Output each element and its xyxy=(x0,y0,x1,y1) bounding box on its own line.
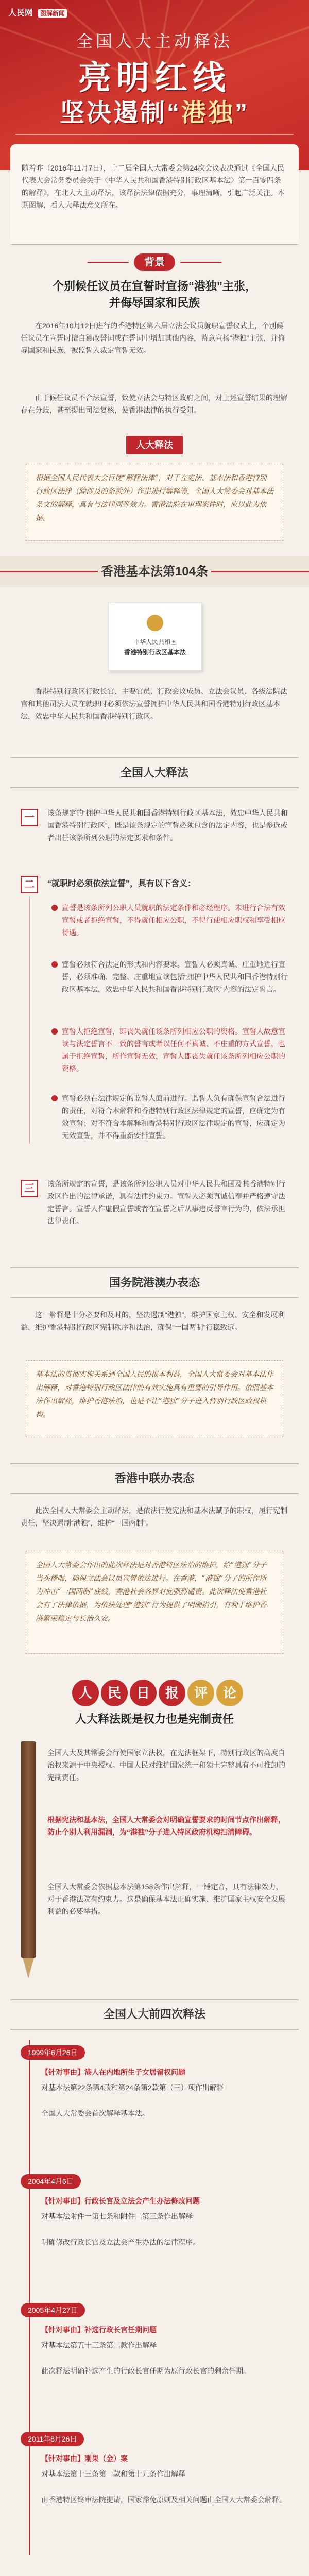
book-title-1: 中华人民共和国 xyxy=(133,638,177,646)
commentary-char-2: 民 xyxy=(101,1680,128,1706)
title-prefix: 坚决遏制“ xyxy=(59,99,181,127)
background-label: 背景 xyxy=(134,253,175,271)
header-divider xyxy=(15,134,294,135)
timeline-item-3-tag: 对基本法第五十三条第二款作出解释 xyxy=(41,2341,157,2349)
logo-tag: 图解新闻 xyxy=(38,9,67,18)
point-3-text: 该条所规定的宣誓，是该条所列公职人员对中华人民共和国及其香港特别行政区作出的法律承诺，具有法律约束力。宣誓人必须真诚信奉并严格遵守法定誓言。宣誓人作虚假宣誓或者在宣誓之后从事违反誓言行为的，依法承担法律责任。 xyxy=(47,1180,285,1225)
national-emblem-icon xyxy=(147,615,163,631)
commentary-paragraph-3: 全国人大常委会依据基本法第158条作出解释，一锤定音，具有法律效力，对于香港法院有约束力。这是确保基本法正确实施、维护国家主权安全发展利益的必要举措。 xyxy=(47,1883,285,1916)
bullet-2-text: 宣誓必须符合法定的形式和内容要求。宣誓人必须真诚、庄重地进行宣誓，必须准确、完整、庄重地宣读包括“拥护中华人民共和国香港特别行政区基本法，效忠中华人民共和国香港特别行政区”内容的法定誓言。 xyxy=(62,960,288,993)
bullet-1-dot xyxy=(52,905,58,911)
intro-text: 随着昨（2016年11月7日），十二届全国人大常委会第24次会议表决通过《全国人民代表大会常务委员会关于〈中华人民共和国香港特别行政区基本法〉第一百零四条的解释》，在北人大主动释法，该释法法律依据充分，事理清晰，引起广泛关注。本期图解，看人大释法意义所在。 xyxy=(10,155,299,242)
fountain-pen-icon xyxy=(21,1741,36,1958)
background-paragraph-2: 由于候任议员不合法宣誓，致使立法会与特区政府之间，对上述宣誓结果的理解存在分歧，甚至提出司法复核，使香港法律的执行受阻。 xyxy=(21,394,287,414)
timeline-item-3-date: 2005年4月27日 xyxy=(21,2303,85,2317)
commentary-char-3: 日 xyxy=(130,1680,157,1706)
point-2-line xyxy=(29,896,30,1144)
title-em: 港独 xyxy=(181,99,235,127)
site-logo[interactable] xyxy=(8,6,67,18)
commentary-char-1: 人 xyxy=(72,1680,99,1706)
timeline-item-2-tag: 对基本法附件一第七条和附件二第三条作出解释 xyxy=(41,2212,193,2221)
timeline-item-2-head: 【针对事由】行政长官及立法会产生办法修改问题 xyxy=(41,2197,200,2205)
timeline-line xyxy=(29,2040,30,2555)
commentary-char-5: 评 xyxy=(187,1680,214,1706)
bullet-3-text: 宣誓人拒绝宣誓，即丧失就任该条所列相应公职的资格。宣誓人故意宣读与法定誓言不一致的誓言或者以任何不真诚、不庄重的方式宣誓，也属于拒绝宣誓，所作宣誓无效，宣誓人即丧失就任该条所列相应公职的资格。 xyxy=(62,1027,285,1073)
timeline-title: 全国人大前四次释法 xyxy=(103,2008,205,2021)
liaison-paragraph: 此次全国人大常委会主动释法，是依法行使宪法和基本法赋予的职权，履行宪制责任，坚决遏制“港独”，维护“一国两制”。 xyxy=(21,1506,287,1527)
liaison-quote: 全国人大常委会作出的此次释法是对香港特区法治的维护，给“港独”分子当头棒喝，确保立法会议员宣誓依法进行。在香港，“港独”分子的所作所为冲击“一国两制”底线，香港社会各界对此强烈谴责。此次释法使香港社会有了法律依据，为依法处理“港独”行为提供了明确指引，有利于维护香港繁荣稳定与长治久安。 xyxy=(26,1551,283,1654)
commentary-subtitle: 人大释法既是权力也是宪制责任 xyxy=(75,1713,234,1725)
title-suffix: ” xyxy=(235,99,250,127)
npc-quote-box: 根据全国人民代表大会行使“解释法律”，对于在宪法、基本法和香港特别行政区法律（除涉及的条款外）作出进行解释等，全国人大常委会对基本法条文的解释，具有与法律同等效力。香港法院在审理案件时，应以此为依据。 xyxy=(26,464,283,541)
bullet-2-dot xyxy=(52,961,58,968)
point-1-badge: 一 xyxy=(21,809,38,826)
bullet-1-text: 宣誓是该条所列公职人员就职的法定条件和必经程序。未进行合法有效宣誓或者拒绝宣誓，不得就任相应公职，不得行使相应职权和享受相应待遇。 xyxy=(62,904,285,937)
state-council-title: 国务院港澳办表态 xyxy=(109,1276,200,1289)
page-title: 亮明红线 xyxy=(78,59,231,96)
timeline-item-3-head: 【针对事由】补选行政长官任期问题 xyxy=(41,2326,157,2334)
timeline-section-header xyxy=(10,1999,299,2030)
article-104-ribbon xyxy=(0,556,309,587)
article-104-title: 香港基本法第104条 xyxy=(100,565,209,579)
page-subtitle xyxy=(0,93,309,128)
timeline-item-4-tag: 对基本法第十三条第一款和第十九条作出解释 xyxy=(41,2470,185,2478)
bullet-3-dot xyxy=(52,1028,58,1035)
timeline-item-4-body: 由香港特区终审法院提请，国家豁免原则及相关问题由全国人大常委会解释。 xyxy=(41,2496,286,2504)
timeline-item-2-body: 明确修改行政长官及立法会产生办法的法律程序。 xyxy=(41,2238,200,2246)
state-council-section-header xyxy=(10,1267,299,1298)
commentary-char-6: 论 xyxy=(216,1680,243,1706)
bullet-4-dot xyxy=(52,1095,58,1101)
article-104-text: 香港特别行政区行政长官、主要官员、行政会议成员、立法会议员、各级法院法官和其他司法人员在就职时必须依法宣誓拥护中华人民共和国香港特别行政区基本法，效忠中华人民共和国香港特别行政区。 xyxy=(21,687,287,720)
commentary-banner xyxy=(0,1680,309,1725)
interpretation-section-title: 全国人大释法 xyxy=(120,766,188,779)
header-kicker: 全国人大主动释法 xyxy=(76,32,233,50)
header-banner xyxy=(0,0,309,170)
background-paragraph-1: 在2016年10月12日进行的香港特区第六届立法会议员就职宣誓仪式上，个别候任议员在宣誓时擅自篡改誓词或在誓词中增加其他内容，蓄意宣扬“港独”主张，并侮辱国家和民族，被监誓人裁定宣誓无效。 xyxy=(21,321,285,354)
point-3-badge: 三 xyxy=(21,1180,38,1197)
point-2-badge: 二 xyxy=(21,876,38,893)
point-2-title: “就职时必须依法宣誓”，具有以下含义： xyxy=(47,879,196,888)
intro-divider xyxy=(10,244,299,245)
commentary-paragraph-1: 全国人大及其常委会行使国家立法权，在宪法框架下，特别行政区的高度自治权来源于中央授权。中国人民对维护国家统一和领土完整具有不可推卸的宪制责任。 xyxy=(47,1749,285,1782)
book-title-2: 香港特别行政区基本法 xyxy=(124,649,186,656)
commentary-paragraph-2: 根据宪法和基本法，全国人大常委会对明确宣誓要求的时间节点作出解释，防止个别人利用漏洞，为“港独”分子进入特区政府机构扫清障碍。 xyxy=(47,1816,285,1836)
timeline-item-3-body: 此次释法明确补选产生的行政长官任期为原行政长官的剩余任期。 xyxy=(41,2367,250,2375)
logo-text: 人民网 xyxy=(8,8,33,18)
npc-interpretation-label: 人大释法 xyxy=(126,436,183,454)
timeline-item-1-tag: 对基本法第22条第4款和第24条第2款第（三）项作出解释 xyxy=(41,2083,224,2092)
liaison-section-header xyxy=(10,1463,299,1494)
point-1-text: 该条规定的“拥护中华人民共和国香港特别行政区基本法，效忠中华人民共和国香港特别行政区”，既是该条规定的宣誓必须包含的法定内容，也是参选或者出任该条所列公职的法定要求和条件。 xyxy=(47,809,288,842)
timeline-item-2-date: 2004年4月6日 xyxy=(21,2174,81,2189)
timeline-item-1-date: 1999年6月26日 xyxy=(21,2045,85,2060)
commentary-char-4: 报 xyxy=(159,1680,185,1706)
background-heading-line2: 并侮辱国家和民族 xyxy=(109,296,200,309)
timeline-item-1-body: 全国人大常委会首次解释基本法。 xyxy=(41,2109,149,2117)
bullet-4-text: 宣誓必须在法律规定的监誓人面前进行。监誓人负有确保宣誓合法进行的责任，对符合本解释和香港特别行政区法律规定的宣誓，应确定为有效宣誓；对不符合本解释和香港特别行政区法律规定的宣誓，应确定为无效宣誓，并不得重新安排宣誓。 xyxy=(62,1094,285,1140)
timeline-item-4-head: 【针对事由】刚果（金）案 xyxy=(41,2454,128,2463)
pen-nib-icon xyxy=(23,1958,34,1978)
timeline-item-4-date: 2011年8月26日 xyxy=(21,2432,84,2446)
background-heading-line1: 个别候任议员在宣誓时宣扬“港独”主张， xyxy=(52,280,256,293)
basic-law-book xyxy=(108,603,202,671)
interpretation-section-header xyxy=(10,757,299,788)
timeline-item-1-head: 【针对事由】港人在内地所生子女居留权问题 xyxy=(41,2068,185,2076)
state-council-quote: 基本法的贯彻实施关系到全国人民的根本利益，全国人大常委会对基本法作出解释，对香港特别行政区法律的有效实施具有重要的引导作用。依照基本法作出解释，维护香港法治，也是不让“港独”分子进入特别行政区政权机构。 xyxy=(26,1360,283,1437)
background-heading xyxy=(0,278,309,311)
state-council-paragraph: 这一解释是十分必要和及时的，坚决遏制“港独”，维护国家主权、安全和发展利益，维护香港特别行政区宪制秩序和法治，确保“一国两制”行稳致远。 xyxy=(21,1311,285,1331)
liaison-title: 香港中联办表态 xyxy=(114,1472,194,1485)
